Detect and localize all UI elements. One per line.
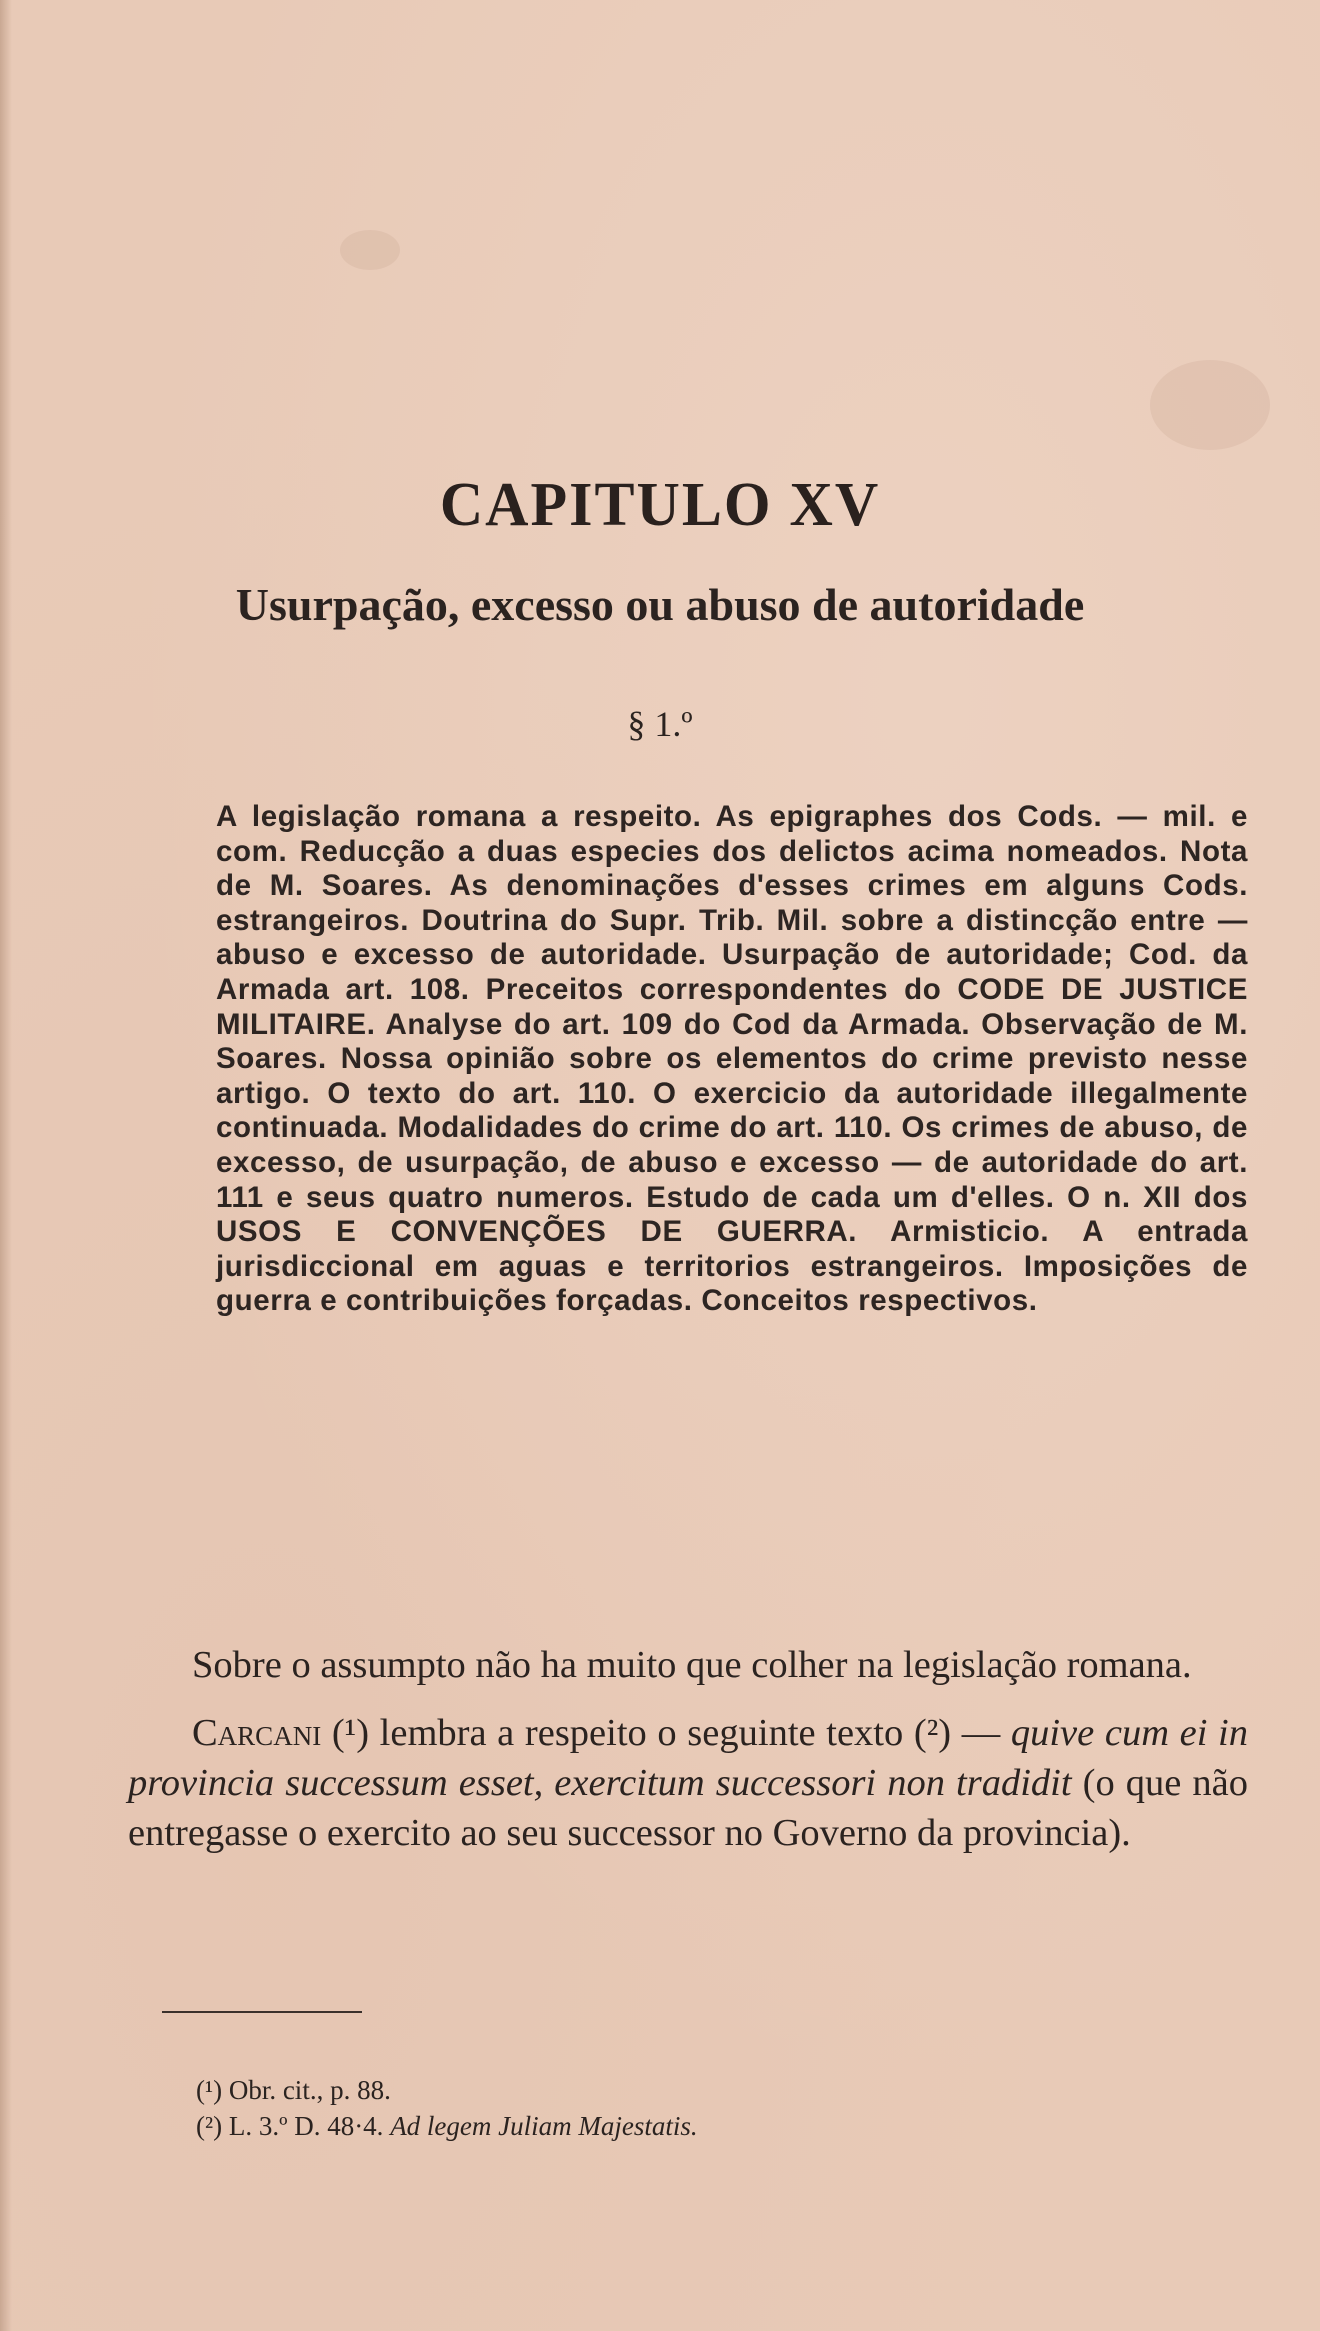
footnote-text: Obr. cit., p. 88. [228,2075,391,2105]
paper-stain [1150,360,1270,450]
paragraph-2-text: lembra a respeito o seguinte texto [379,1712,904,1754]
em-dash: — [961,1712,1001,1754]
paper-stain [340,230,400,270]
footnote-ref-1[interactable]: (¹) [331,1712,370,1754]
footnote-mark: (¹) [196,2075,223,2105]
footnote-2 [196,2108,1196,2144]
chapter-title: CAPITULO XV [439,469,881,539]
footnote-divider [162,2011,362,2013]
paragraph-2-translation: (o que não entregasse o exercito ao seu successor no Governo da provincia). [128,1762,1249,1854]
chapter-subtitle: Usurpação, excesso ou abuso de autoridade [235,579,1085,630]
paragraph-1: Sobre o assumpto não ha muito que colher na legislação romana. [192,1644,1192,1686]
body-text [128,1640,1248,1858]
footnotes [196,2072,1196,2144]
section-number: § 1.º [627,704,693,744]
chapter-summary: A legislação romana a respeito. As epigraphes dos Cods. — mil. e com. Reducção a duas especies dos delictos acima nomeados. Nota de M. Soares. As denominações d'esses crimes em alguns Cods. estrangeiros. Doutrina do Supr. Trib. Mil. sobre a distincção entre — abuso e excesso de autoridade. Usurpação de autoridade; Cod. da Armada art. 108. Preceitos correspondentes do CODE DE JUSTICE MILITAIRE. Analyse do art. 109 do Cod da Armada. Observação de M. Soares. Nossa opinião sobre os elementos do crime previsto nesse artigo. O texto do art. 110. O exercicio da autoridade illegalmente continuada. Modalidades do crime do art. 110. Os crimes de abuso, de excesso, de usurpação, de abuso e excesso — de autoridade do art. 111 e seus quatro numeros. Estudo de cada um d'elles. O n. XII dos USOS E CONVENÇÕES DE GUERRA. Armisticio. A entrada jurisdiccional em aguas e territorios estrangeiros. Imposições de guerra e contribuições forçadas. Conceitos respectivos. [216,800,1248,1318]
footnote-ref-2[interactable]: (²) [913,1712,952,1754]
footnote-1 [196,2072,1196,2108]
footnote-text: L. 3.º D. 48·4. [228,2111,384,2141]
footnote-mark: (²) [196,2111,223,2141]
latin-quote: quive cum ei in provincia successum esset, exercitum successori non tradidit [128,1712,1249,1804]
page-gutter-shadow [0,0,12,2331]
author-name: Carcani [192,1712,322,1754]
paragraph-2 [128,1708,1248,1858]
footnote-italic-text: Ad legem Juliam Majestatis. [390,2111,698,2141]
